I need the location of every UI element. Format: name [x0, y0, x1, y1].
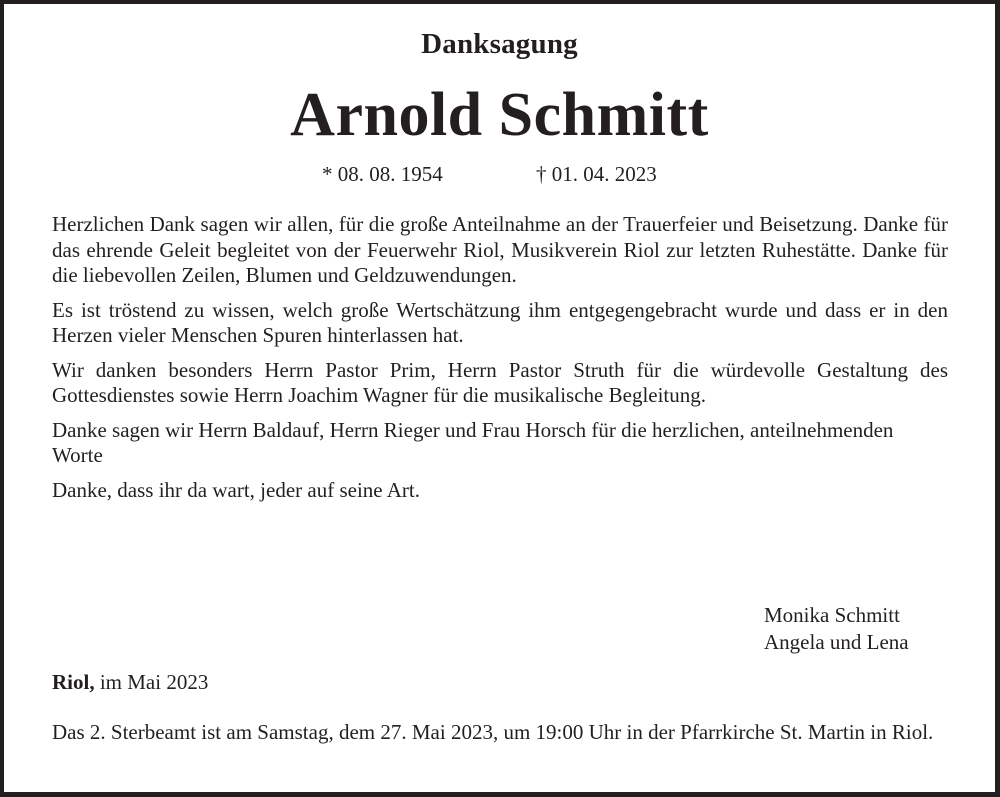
death-date	[536, 162, 657, 187]
deceased-name: Arnold Schmitt	[290, 81, 709, 149]
paragraph-clergy: Wir danken besonders Herrn Pastor Prim, Herrn Pastor Struth für die würdevolle Gestaltung des Gottesdienstes sowie Herrn Joachim Wagner für die musikalische Begleitung.	[52, 357, 948, 407]
paragraph-closing: Danke, dass ihr da wart, jeder auf seine Art.	[52, 477, 420, 502]
birth-date-value: 08. 08. 1954	[337, 162, 443, 186]
obituary-notice	[4, 4, 995, 792]
paragraph-speakers: Danke sagen wir Herrn Baldauf, Herrn Rieger und Frau Horsch für die herzlichen, anteilnehmenden Worte	[52, 417, 894, 467]
signature-line-1: Monika Schmitt	[764, 603, 900, 627]
place-date-text: im Mai 2023	[94, 670, 209, 694]
signature-line-2: Angela und Lena	[764, 630, 909, 654]
death-cross-icon: †	[536, 162, 547, 186]
thanks-text	[52, 212, 948, 512]
birth-star-icon: *	[322, 162, 333, 186]
place-town: Riol,	[52, 670, 95, 694]
birth-date	[322, 162, 443, 187]
memorial-service-notice: Das 2. Sterbeamt ist am Samstag, dem 27. Mai 2023, um 19:00 Uhr in der Pfarrkirche St. Martin in Riol.	[52, 720, 934, 744]
paragraph-comfort: Es ist tröstend zu wissen, welch große Wertschätzung ihm entgegengebracht wurde und dass er in den Herzen vieler Menschen Spuren hinterlassen hat.	[52, 297, 948, 347]
place-date	[52, 670, 208, 695]
death-date-value: 01. 04. 2023	[551, 162, 657, 186]
paragraph-thanks: Herzlichen Dank sagen wir allen, für die große Anteilnahme an der Trauerfeier und Beisetzung. Danke für das ehrende Geleit begleitet von der Feuerwehr Riol, Musikverein Riol zur letzten Ruhestätte. Danke für die liebevollen Zeilen, Blumen und Geldzuwendungen.	[52, 212, 948, 287]
notice-heading: Danksagung	[421, 28, 578, 60]
signature-block	[764, 602, 909, 656]
